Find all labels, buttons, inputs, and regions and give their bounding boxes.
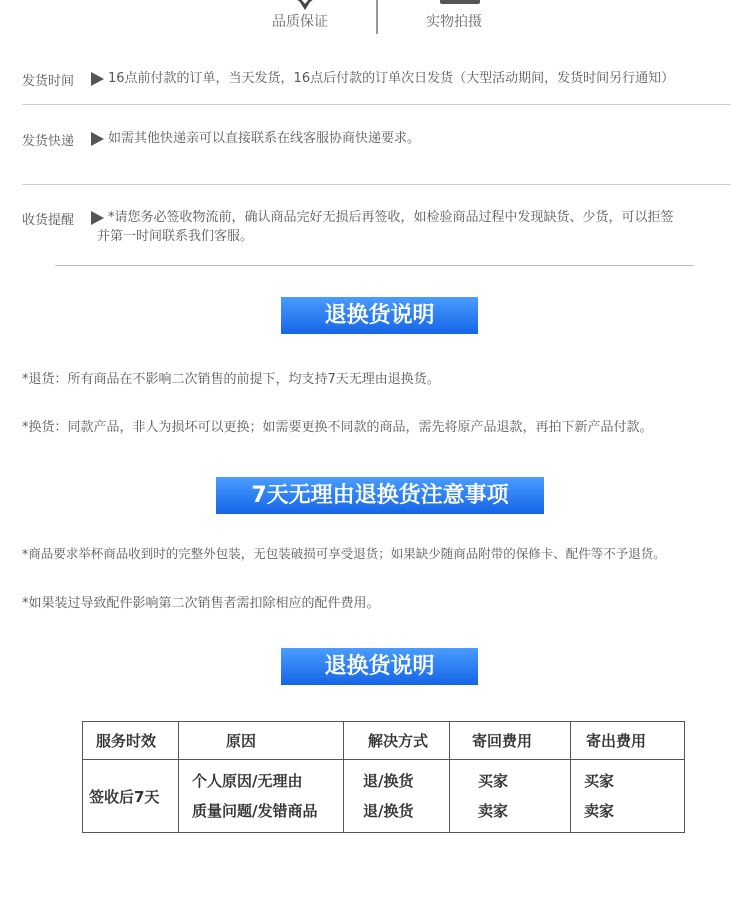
method-cell: [344, 760, 450, 833]
service-terms-table: [82, 721, 685, 833]
receipt-reminder-label: 收货提醒: [22, 213, 75, 228]
arrow-right-icon: [91, 72, 104, 86]
divider: [55, 265, 694, 266]
badge-divider: [376, 0, 378, 34]
send-cost-value: 卖家: [584, 802, 615, 820]
arrow-right-icon: [91, 211, 104, 225]
return-cost-value: 卖家: [478, 802, 509, 820]
send-cost-value: 买家: [584, 772, 615, 790]
table-header-cell: 寄回费用: [450, 722, 571, 760]
shipping-time-text: 16点前付款的订单，当天发货，16点后付款的订单次日发货（大型活动期间，发货时间另行通知）: [108, 71, 675, 86]
arrow-right-icon: [91, 132, 104, 146]
accessories-policy-text: *如果装过导致配件影响第二次销售者需扣除相应的配件费用。: [22, 596, 380, 611]
divider: [22, 184, 731, 185]
exchange-policy-text: *换货：同款产品，非人为损坏可以更换；如需要更换不同款的商品，需先将原产品退款，再拍下新产品付款。: [22, 420, 653, 435]
seven-day-notes-banner: 7天无理由退换货注意事项: [216, 477, 544, 514]
returns-policy-banner: 退换货说明: [281, 297, 478, 334]
packaging-policy-text: *商品要求举杯商品收到时的完整外包装，无包装破损可享受退货；如果缺少随商品附带的保修卡、配件等不予退货。: [22, 546, 666, 561]
method-value: 退/换货: [363, 802, 414, 820]
shipping-time-label: 发货时间: [22, 74, 75, 89]
reason-value: 质量问题/发错商品: [192, 802, 318, 820]
table-header-row: [83, 722, 685, 760]
table-header-cell: 原因: [179, 722, 344, 760]
send-cost-cell: [571, 760, 685, 833]
camera-icon: [440, 0, 480, 4]
return-cost-value: 买家: [478, 772, 509, 790]
table-header-cell: 寄出费用: [571, 722, 685, 760]
method-value: 退/换货: [363, 772, 414, 790]
divider: [22, 104, 731, 105]
return-policy-text: *退货：所有商品在不影响二次销售的前提下，均支持7天无理由退换货。: [22, 372, 440, 387]
table-row: [83, 760, 685, 833]
returns-policy-banner-2: 退换货说明: [281, 648, 478, 685]
courier-text: 如需其他快递亲可以直接联系在线客服协商快递要求。: [108, 131, 421, 146]
reason-cell: [179, 760, 344, 833]
star-burst-icon: [290, 0, 320, 10]
receipt-reminder-line1: *请您务必签收物流前，确认商品完好无损后再签收，如检验商品过程中发现缺货、少货，可以拒签: [108, 210, 674, 225]
receipt-reminder-line2: 并第一时间联系我们客服。: [97, 229, 254, 244]
table-header-cell: 解决方式: [344, 722, 450, 760]
return-cost-cell: [450, 760, 571, 833]
reason-value: 个人原因/无理由: [192, 772, 303, 790]
period-cell: 签收后7天: [83, 760, 179, 833]
table-header-cell: 服务时效: [83, 722, 179, 760]
quality-badge-label: 品质保证: [272, 14, 328, 30]
real-photo-badge-label: 实物拍摄: [426, 14, 482, 30]
courier-label: 发货快递: [22, 134, 75, 149]
